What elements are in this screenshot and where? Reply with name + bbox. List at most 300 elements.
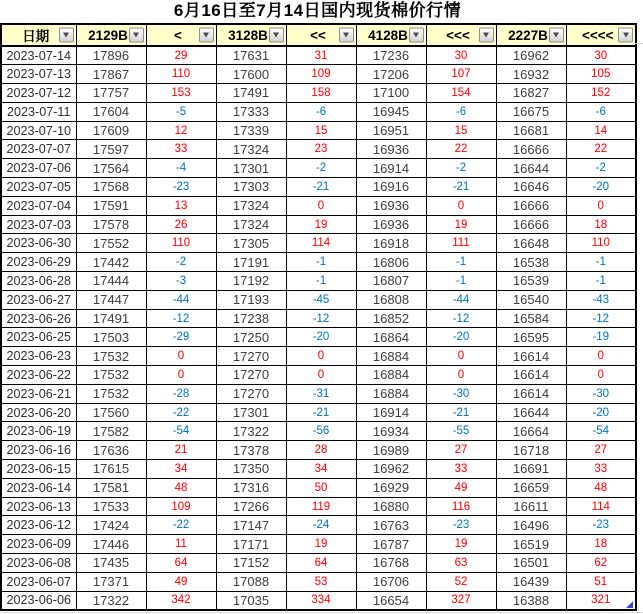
- price-cell: 17560: [76, 403, 146, 422]
- change-cell: -21: [286, 178, 356, 197]
- table-row: [1, 441, 636, 460]
- table-row: [1, 554, 636, 573]
- price-cell: 16914: [356, 159, 426, 178]
- price-cell: 16918: [356, 234, 426, 253]
- table-row: [1, 46, 636, 65]
- change-cell: -6: [426, 102, 496, 121]
- price-cell: 17604: [76, 102, 146, 121]
- column-header-label: <<<: [446, 27, 470, 43]
- change-cell: 110: [566, 234, 636, 253]
- price-cell: 16666: [496, 140, 566, 159]
- price-cell: 17532: [76, 366, 146, 385]
- change-cell: 0: [566, 196, 636, 215]
- price-cell: 17322: [76, 591, 146, 610]
- table-row: [1, 140, 636, 159]
- column-header-label: 4128B: [368, 27, 408, 43]
- change-cell: 14: [566, 121, 636, 140]
- price-cell: 16614: [496, 384, 566, 403]
- change-cell: 30: [566, 46, 636, 65]
- price-cell: 16666: [496, 196, 566, 215]
- change-cell: -54: [146, 422, 216, 441]
- chevron-down-icon: [623, 33, 629, 38]
- price-cell: 17193: [216, 290, 286, 309]
- price-cell: 17270: [216, 366, 286, 385]
- change-cell: -19: [566, 328, 636, 347]
- change-cell: 64: [286, 554, 356, 573]
- price-cell: 17035: [216, 591, 286, 610]
- column-header-label: <: [174, 27, 182, 43]
- price-cell: 17301: [216, 403, 286, 422]
- chevron-down-icon: [413, 33, 419, 38]
- price-cell: 16989: [356, 441, 426, 460]
- table-row: [1, 497, 636, 516]
- price-cell: 16659: [496, 478, 566, 497]
- filter-button-2227b[interactable]: [549, 28, 564, 43]
- price-cell: 16914: [356, 403, 426, 422]
- change-cell: -31: [286, 384, 356, 403]
- change-cell: -20: [286, 328, 356, 347]
- change-cell: 109: [146, 497, 216, 516]
- price-cell: 17266: [216, 497, 286, 516]
- change-cell: -1: [426, 253, 496, 272]
- price-cell: 17447: [76, 290, 146, 309]
- price-cell: 17578: [76, 215, 146, 234]
- change-cell: -30: [566, 384, 636, 403]
- chevron-down-icon: [63, 33, 69, 38]
- change-cell: 18: [566, 215, 636, 234]
- price-cell: 16654: [356, 591, 426, 610]
- change-cell: -29: [146, 328, 216, 347]
- change-cell: -1: [426, 272, 496, 291]
- change-cell: -4: [146, 159, 216, 178]
- change-cell: 34: [146, 460, 216, 479]
- change-cell: -28: [146, 384, 216, 403]
- price-cell: 17100: [356, 84, 426, 103]
- change-cell: 119: [286, 497, 356, 516]
- price-cell: 17350: [216, 460, 286, 479]
- date-cell: 2023-06-20: [1, 403, 76, 422]
- price-cell: 16864: [356, 328, 426, 347]
- chevron-down-icon: [483, 33, 489, 38]
- date-cell: 2023-06-08: [1, 554, 76, 573]
- change-cell: 27: [566, 441, 636, 460]
- column-header-2129b: [76, 24, 146, 46]
- price-cell: 17192: [216, 272, 286, 291]
- column-header-label: <<: [310, 27, 326, 43]
- change-cell: 22: [426, 140, 496, 159]
- change-cell: 33: [146, 140, 216, 159]
- date-cell: 2023-07-11: [1, 102, 76, 121]
- change-cell: 154: [426, 84, 496, 103]
- change-cell: 63: [426, 554, 496, 573]
- filter-button-chg-2227b[interactable]: [618, 28, 633, 43]
- date-cell: 2023-06-23: [1, 347, 76, 366]
- date-cell: 2023-06-19: [1, 422, 76, 441]
- column-header-2227b: [496, 24, 566, 46]
- table-row: [1, 422, 636, 441]
- price-cell: 17615: [76, 460, 146, 479]
- change-cell: -12: [566, 309, 636, 328]
- price-cell: 16787: [356, 535, 426, 554]
- change-cell: 21: [146, 441, 216, 460]
- price-cell: 16496: [496, 516, 566, 535]
- price-cell: 17444: [76, 272, 146, 291]
- column-header-label: 3128B: [228, 27, 268, 43]
- filter-button-chg-2129b[interactable]: [199, 28, 214, 43]
- change-cell: 0: [426, 196, 496, 215]
- price-cell: 16388: [496, 591, 566, 610]
- column-header-chg-2227b: [566, 24, 636, 46]
- price-cell: 16932: [496, 65, 566, 84]
- change-cell: -6: [566, 102, 636, 121]
- change-cell: 29: [146, 46, 216, 65]
- price-cell: 16644: [496, 403, 566, 422]
- price-cell: 17867: [76, 65, 146, 84]
- date-cell: 2023-06-27: [1, 290, 76, 309]
- change-cell: 31: [286, 46, 356, 65]
- table-row: [1, 328, 636, 347]
- price-cell: 17250: [216, 328, 286, 347]
- table-row: [1, 572, 636, 591]
- price-cell: 16962: [356, 460, 426, 479]
- change-cell: 48: [146, 478, 216, 497]
- price-cell: 17147: [216, 516, 286, 535]
- date-cell: 2023-06-06: [1, 591, 76, 610]
- change-cell: -1: [566, 253, 636, 272]
- change-cell: -24: [286, 516, 356, 535]
- change-cell: -56: [286, 422, 356, 441]
- change-cell: 27: [426, 441, 496, 460]
- change-cell: -6: [286, 102, 356, 121]
- table-end-marker: [626, 601, 633, 608]
- change-cell: -54: [566, 422, 636, 441]
- table-row: [1, 65, 636, 84]
- price-cell: 17896: [76, 46, 146, 65]
- column-header-chg-2129b: [146, 24, 216, 46]
- change-cell: 0: [426, 366, 496, 385]
- change-cell: 0: [286, 366, 356, 385]
- change-cell: 19: [286, 535, 356, 554]
- price-cell: 16808: [356, 290, 426, 309]
- date-cell: 2023-07-12: [1, 84, 76, 103]
- price-cell: 16807: [356, 272, 426, 291]
- change-cell: 50: [286, 478, 356, 497]
- date-cell: 2023-06-22: [1, 366, 76, 385]
- change-cell: -12: [286, 309, 356, 328]
- date-cell: 2023-06-21: [1, 384, 76, 403]
- change-cell: 0: [566, 366, 636, 385]
- date-cell: 2023-06-26: [1, 309, 76, 328]
- price-cell: 17552: [76, 234, 146, 253]
- change-cell: -55: [426, 422, 496, 441]
- column-header-label: 日期: [22, 29, 50, 44]
- chevron-down-icon: [133, 33, 139, 38]
- price-cell: 16539: [496, 272, 566, 291]
- change-cell: 114: [566, 497, 636, 516]
- table-row: [1, 309, 636, 328]
- column-header-chg-4128b: [426, 24, 496, 46]
- date-cell: 2023-07-10: [1, 121, 76, 140]
- price-cell: 17533: [76, 497, 146, 516]
- change-cell: 0: [146, 366, 216, 385]
- change-cell: 342: [146, 591, 216, 610]
- change-cell: 0: [426, 347, 496, 366]
- column-header-4128b: [356, 24, 426, 46]
- date-cell: 2023-06-29: [1, 253, 76, 272]
- price-cell: 17378: [216, 441, 286, 460]
- change-cell: 62: [566, 554, 636, 573]
- price-cell: 17191: [216, 253, 286, 272]
- table-row: [1, 102, 636, 121]
- price-cell: 17301: [216, 159, 286, 178]
- change-cell: -3: [146, 272, 216, 291]
- filter-button-3128b[interactable]: [269, 28, 284, 43]
- change-cell: -2: [426, 159, 496, 178]
- price-cell: 17600: [216, 65, 286, 84]
- chevron-down-icon: [203, 33, 209, 38]
- date-cell: 2023-06-12: [1, 516, 76, 535]
- change-cell: -1: [286, 272, 356, 291]
- change-cell: -5: [146, 102, 216, 121]
- table-row: [1, 460, 636, 479]
- change-cell: -20: [566, 403, 636, 422]
- price-cell: 16916: [356, 178, 426, 197]
- price-cell: 17503: [76, 328, 146, 347]
- change-cell: -23: [566, 516, 636, 535]
- filter-button-chg-3128b[interactable]: [339, 28, 354, 43]
- price-cell: 16664: [496, 422, 566, 441]
- price-cell: 16763: [356, 516, 426, 535]
- change-cell: 334: [286, 591, 356, 610]
- date-cell: 2023-07-07: [1, 140, 76, 159]
- date-cell: 2023-07-13: [1, 65, 76, 84]
- price-cell: 16936: [356, 140, 426, 159]
- price-cell: 17333: [216, 102, 286, 121]
- change-cell: 33: [426, 460, 496, 479]
- date-cell: 2023-07-05: [1, 178, 76, 197]
- price-cell: 16706: [356, 572, 426, 591]
- table-row: [1, 159, 636, 178]
- change-cell: -45: [286, 290, 356, 309]
- change-cell: -2: [566, 159, 636, 178]
- price-cell: 17609: [76, 121, 146, 140]
- column-header-label: <<<<: [581, 27, 614, 43]
- date-cell: 2023-07-03: [1, 215, 76, 234]
- change-cell: 49: [146, 572, 216, 591]
- price-cell: 16806: [356, 253, 426, 272]
- change-cell: 23: [286, 140, 356, 159]
- change-cell: 152: [566, 84, 636, 103]
- price-cell: 17757: [76, 84, 146, 103]
- price-cell: 16614: [496, 347, 566, 366]
- price-cell: 17582: [76, 422, 146, 441]
- price-cell: 17568: [76, 178, 146, 197]
- price-cell: 17206: [356, 65, 426, 84]
- change-cell: 22: [566, 140, 636, 159]
- price-cell: 16691: [496, 460, 566, 479]
- price-cell: 16852: [356, 309, 426, 328]
- price-cell: 16584: [496, 309, 566, 328]
- price-cell: 17424: [76, 516, 146, 535]
- change-cell: -44: [146, 290, 216, 309]
- change-cell: -12: [146, 309, 216, 328]
- price-cell: 16718: [496, 441, 566, 460]
- price-cell: 17491: [216, 84, 286, 103]
- price-cell: 17316: [216, 478, 286, 497]
- price-cell: 17564: [76, 159, 146, 178]
- page-title: 6月16日至7月14日国内现货棉价行情: [173, 1, 462, 20]
- price-cell: 17305: [216, 234, 286, 253]
- price-cell: 16934: [356, 422, 426, 441]
- price-cell: 16884: [356, 366, 426, 385]
- price-cell: 17324: [216, 196, 286, 215]
- table-row: [1, 366, 636, 385]
- change-cell: 110: [146, 65, 216, 84]
- price-cell: 17435: [76, 554, 146, 573]
- change-cell: -43: [566, 290, 636, 309]
- price-cell: 16648: [496, 234, 566, 253]
- change-cell: -2: [286, 159, 356, 178]
- header-row: [1, 24, 636, 46]
- filter-button-2129b[interactable]: [129, 28, 144, 43]
- table-row: [1, 253, 636, 272]
- price-cell: 17591: [76, 196, 146, 215]
- bottom-gridline: [0, 612, 643, 613]
- table-row: [1, 84, 636, 103]
- filter-button-chg-4128b[interactable]: [479, 28, 494, 43]
- price-cell: 17088: [216, 572, 286, 591]
- change-cell: 26: [146, 215, 216, 234]
- change-cell: 0: [286, 347, 356, 366]
- price-cell: 16519: [496, 535, 566, 554]
- date-cell: 2023-06-13: [1, 497, 76, 516]
- table-row: [1, 535, 636, 554]
- price-cell: 16595: [496, 328, 566, 347]
- price-cell: 17532: [76, 347, 146, 366]
- change-cell: 0: [146, 347, 216, 366]
- chevron-down-icon: [343, 33, 349, 38]
- date-cell: 2023-06-15: [1, 460, 76, 479]
- price-cell: 16929: [356, 478, 426, 497]
- price-cell: 17371: [76, 572, 146, 591]
- change-cell: -1: [286, 253, 356, 272]
- price-cell: 16884: [356, 384, 426, 403]
- table-row: [1, 347, 636, 366]
- date-cell: 2023-07-04: [1, 196, 76, 215]
- price-cell: 16768: [356, 554, 426, 573]
- price-cell: 16936: [356, 215, 426, 234]
- table-row: [1, 478, 636, 497]
- change-cell: -21: [426, 178, 496, 197]
- change-cell: 19: [286, 215, 356, 234]
- change-cell: 110: [146, 234, 216, 253]
- change-cell: -2: [146, 253, 216, 272]
- price-cell: 17446: [76, 535, 146, 554]
- price-cell: 16884: [356, 347, 426, 366]
- change-cell: 53: [286, 572, 356, 591]
- change-cell: 111: [426, 234, 496, 253]
- filter-button-date[interactable]: [59, 28, 74, 43]
- filter-button-4128b[interactable]: [409, 28, 424, 43]
- change-cell: 28: [286, 441, 356, 460]
- change-cell: 19: [426, 215, 496, 234]
- change-cell: -30: [426, 384, 496, 403]
- change-cell: 158: [286, 84, 356, 103]
- change-cell: 0: [566, 347, 636, 366]
- change-cell: -22: [146, 516, 216, 535]
- change-cell: 15: [426, 121, 496, 140]
- date-cell: 2023-06-25: [1, 328, 76, 347]
- date-cell: 2023-06-07: [1, 572, 76, 591]
- chevron-down-icon: [553, 33, 559, 38]
- table-row: [1, 196, 636, 215]
- change-cell: -21: [286, 403, 356, 422]
- change-cell: -23: [146, 178, 216, 197]
- change-cell: -20: [566, 178, 636, 197]
- change-cell: 13: [146, 196, 216, 215]
- table-row: [1, 234, 636, 253]
- table-row: [1, 591, 636, 610]
- change-cell: -22: [146, 403, 216, 422]
- price-cell: 16951: [356, 121, 426, 140]
- change-cell: 52: [426, 572, 496, 591]
- price-cell: 17597: [76, 140, 146, 159]
- column-header-date: [1, 24, 76, 46]
- cotton-price-table: [0, 23, 637, 611]
- date-cell: 2023-06-28: [1, 272, 76, 291]
- price-cell: 16827: [496, 84, 566, 103]
- change-cell: 64: [146, 554, 216, 573]
- table-row: [1, 215, 636, 234]
- change-cell: 33: [566, 460, 636, 479]
- change-cell: 321: [566, 591, 636, 610]
- price-cell: 16646: [496, 178, 566, 197]
- change-cell: 30: [426, 46, 496, 65]
- price-cell: 17171: [216, 535, 286, 554]
- change-cell: 12: [146, 121, 216, 140]
- price-cell: 17270: [216, 347, 286, 366]
- table-row: [1, 290, 636, 309]
- change-cell: 15: [286, 121, 356, 140]
- change-cell: 107: [426, 65, 496, 84]
- table-row: [1, 178, 636, 197]
- change-cell: 34: [286, 460, 356, 479]
- change-cell: 153: [146, 84, 216, 103]
- change-cell: 327: [426, 591, 496, 610]
- change-cell: -20: [426, 328, 496, 347]
- change-cell: 114: [286, 234, 356, 253]
- gridline-extension: [635, 43, 643, 44]
- price-cell: 17324: [216, 215, 286, 234]
- price-cell: 17236: [356, 46, 426, 65]
- change-cell: 116: [426, 497, 496, 516]
- date-cell: 2023-07-06: [1, 159, 76, 178]
- column-header-chg-3128b: [286, 24, 356, 46]
- change-cell: -23: [426, 516, 496, 535]
- price-cell: 17636: [76, 441, 146, 460]
- change-cell: 11: [146, 535, 216, 554]
- price-cell: 17322: [216, 422, 286, 441]
- price-cell: 17631: [216, 46, 286, 65]
- price-cell: 17532: [76, 384, 146, 403]
- price-cell: 16611: [496, 497, 566, 516]
- column-header-label: 2129B: [88, 27, 128, 43]
- column-header-3128b: [216, 24, 286, 46]
- price-cell: 16666: [496, 215, 566, 234]
- table-row: [1, 384, 636, 403]
- date-cell: 2023-07-14: [1, 46, 76, 65]
- price-cell: 17491: [76, 309, 146, 328]
